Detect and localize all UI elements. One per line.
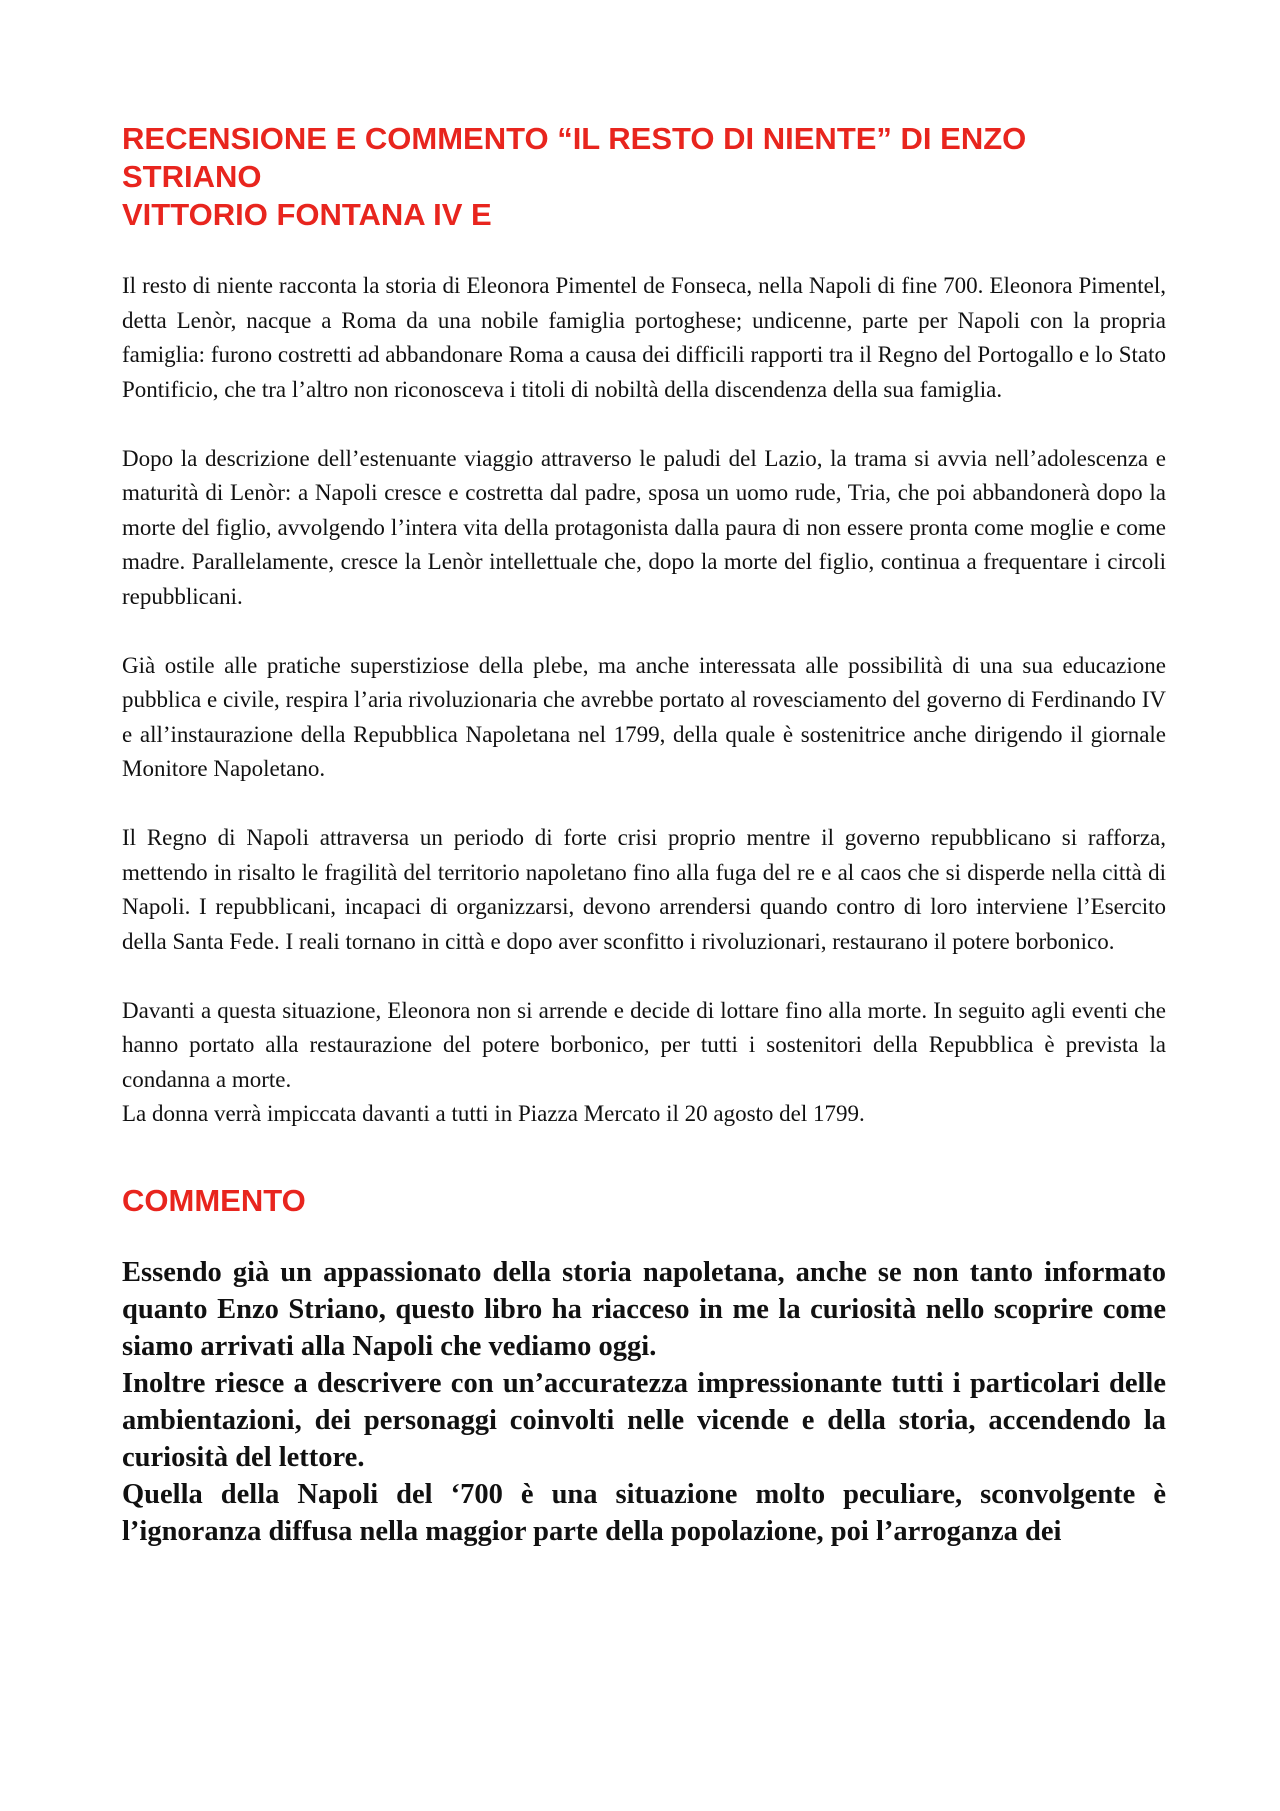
paragraph-4: Il Regno di Napoli attraversa un periodo di forte crisi proprio mentre il governo repubblicano si rafforza, mettendo in risalto le fragilità del territorio napoletano fino alla fuga del re e al caos che si disperde nella città di Napoli. I repubblicani, incapaci di organizzarsi, devono arrendersi quando contro di loro interviene l’Esercito della Santa Fede. I reali tornano in città e dopo aver sconfitto i rivoluzionari, restaurano il potere borbonico.	[122, 825, 1166, 954]
comment-heading: COMMENTO	[122, 1182, 306, 1218]
paragraph-1: Il resto di niente racconta la storia di Eleonora Pimentel de Fonseca, nella Napoli di fine 700. Eleonora Pimentel, detta Lenòr, nacque a Roma da una nobile famiglia portoghese; undicenne, parte per Napoli con la propria famiglia: furono costretti ad abbandonare Roma a causa dei difficili rapporti tra il Regno del Portogallo e lo Stato Pontificio, che tra l’altro non riconosceva i titoli di nobiltà della discendenza della sua famiglia.	[122, 273, 1166, 402]
paragraph-5: Davanti a questa situazione, Eleonora non si arrende e decide di lottare fino alla morte. In seguito agli eventi che hanno portato alla restaurazione del potere borbonico, per tutti i sostenitori della Repubblica è prevista la condanna a morte.	[122, 997, 1166, 1092]
comment-paragraph-3: Quella della Napoli del ‘700 è una situazione molto peculiare, sconvolgente è l’ignoranza diffusa nella maggior parte della popolazione, poi l’arroganza dei	[122, 1478, 1166, 1547]
paragraph-3: Già ostile alle pratiche superstiziose della plebe, ma anche interessata alle possibilità di una sua educazione pubblica e civile, respira l’aria rivoluzionaria che avrebbe portato al rovesciamento del governo di Ferdinando IV e all’instaurazione della Repubblica Napoletana nel 1799, della quale è sostenitrice anche dirigendo il giornale Monitore Napoletano.	[122, 652, 1166, 781]
comment-paragraph-2: Inoltre riesce a descrivere con un’accuratezza impressionante tutti i particolari delle ambientazioni, dei personaggi coinvolti nelle vicende e della storia, accendendo la curiosità del lettore.	[122, 1367, 1166, 1473]
paragraph-6: La donna verrà impiccata davanti a tutti in Piazza Mercato il 20 agosto del 1799.	[122, 1101, 865, 1126]
comment-paragraph-1: Essendo già un appassionato della storia napoletana, anche se non tanto informato quanto Enzo Striano, questo libro ha riacceso in me la curiosità nello scoprire come siamo arrivati alla Napoli che vediamo oggi.	[122, 1256, 1166, 1362]
author-line: VITTORIO FONTANA IV E	[122, 197, 492, 232]
document-page	[122, 120, 1166, 1550]
document-title: RECENSIONE E COMMENTO “IL RESTO DI NIENTE” DI ENZO STRIANO	[122, 121, 1027, 194]
paragraph-2: Dopo la descrizione dell’estenuante viaggio attraverso le paludi del Lazio, la trama si avvia nell’adolescenza e maturità di Lenòr: a Napoli cresce e costretta dal padre, sposa un uomo rude, Tria, che poi abbandonerà dopo la morte del figlio, avvolgendo l’intera vita della protagonista dalla paura di non essere pronta come moglie e come madre. Parallelamente, cresce la Lenòr intellettuale che, dopo la morte del figlio, continua a frequentare i circoli repubblicani.	[122, 445, 1166, 609]
